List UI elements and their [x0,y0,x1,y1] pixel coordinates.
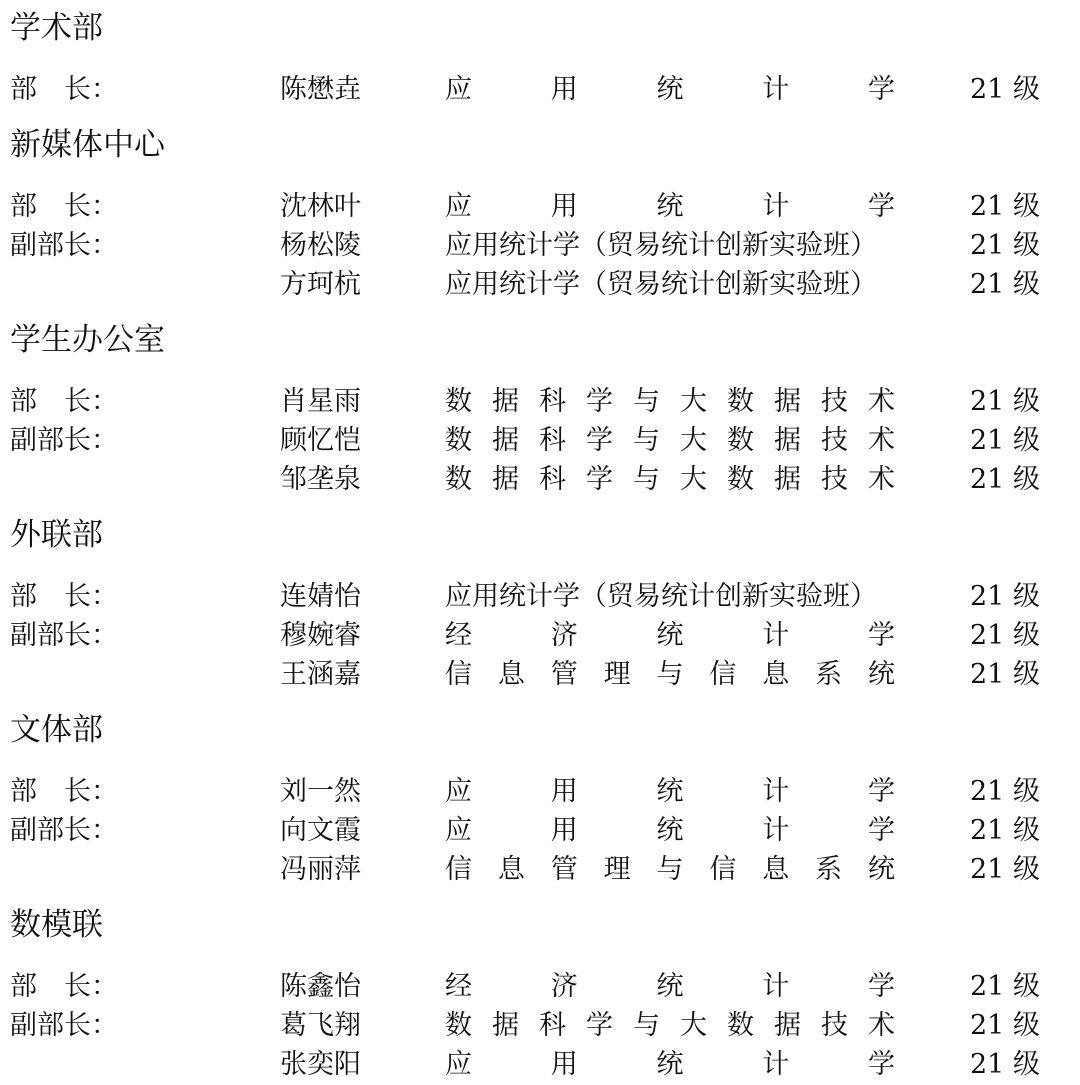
role-label: 副部长： [10,815,118,846]
grade-text: 21 级 [970,269,1040,300]
section-title: 新媒体中心 [10,127,165,163]
major-char: 数 [727,1010,754,1041]
major-char: 计 [762,776,790,807]
major-char: 经 [445,620,472,651]
major-char: 济 [550,620,578,651]
major-char: 据 [492,464,519,495]
major-char: 技 [821,464,848,495]
major-char: 信 [445,659,472,690]
grade-text: 21 级 [970,1049,1040,1080]
major-char: 学 [586,386,613,417]
major-char: 大 [680,425,707,456]
major-char: 技 [821,1010,848,1041]
major-char: 数 [445,464,472,495]
major-char: 应 [445,191,472,222]
major-char: 科 [539,425,566,456]
major-char: 据 [492,425,519,456]
major-char: 据 [492,1010,519,1041]
grade-text: 21 级 [970,230,1040,261]
grade-text: 21 级 [970,581,1040,612]
major-char: 息 [497,659,525,690]
major-char: 据 [774,464,801,495]
major-char: 学 [586,425,613,456]
role-label: 副部长： [10,230,118,261]
major-char: 与 [633,464,660,495]
member-name: 顾忆恺 [280,425,361,456]
major-char: 计 [762,1049,790,1080]
major-char: 与 [656,854,684,885]
major-char: 据 [774,386,801,417]
major-char: 用 [550,74,578,105]
major-char: 理 [603,659,631,690]
major-char: 理 [603,854,631,885]
major-text [445,190,895,224]
member-name: 穆婉睿 [280,620,361,651]
member-name: 陈懋垚 [280,74,361,105]
major-char: 学 [868,971,895,1002]
major-char: 与 [633,1010,660,1041]
major-char: 统 [868,854,895,885]
major-char: 数 [445,1010,472,1041]
major-char: 统 [656,971,684,1002]
grade-text: 21 级 [970,659,1040,690]
major-char: 信 [709,659,737,690]
major-char: 大 [680,386,707,417]
major-char: 管 [550,854,578,885]
major-char: 数 [727,464,754,495]
major-char: 系 [815,854,843,885]
section-title: 学术部 [10,10,103,46]
major-text [445,1009,895,1043]
member-name: 杨松陵 [280,230,361,261]
major-char: 系 [815,659,843,690]
section-title: 学生办公室 [10,322,165,358]
major-char: 数 [727,386,754,417]
grade-text: 21 级 [970,776,1040,807]
major-text [445,853,895,887]
major-text [445,619,895,653]
major-char: 管 [550,659,578,690]
member-name: 方珂杭 [280,269,361,300]
major-char: 科 [539,386,566,417]
grade-text: 21 级 [970,464,1040,495]
major-char: 学 [868,620,895,651]
major-char: 大 [680,464,707,495]
major-char: 据 [774,1010,801,1041]
grade-text: 21 级 [970,620,1040,651]
major-char: 与 [656,659,684,690]
member-name: 王涵嘉 [280,659,361,690]
major-char: 技 [821,425,848,456]
major-char: 息 [762,659,790,690]
role-label: 部 长： [10,971,118,1002]
member-name: 张奕阳 [280,1049,361,1080]
major-text: 应用统计学（贸易统计创新实验班） [445,230,877,261]
section-title: 外联部 [10,517,103,553]
major-char: 信 [709,854,737,885]
major-char: 技 [821,386,848,417]
member-name: 肖星雨 [280,386,361,417]
grade-text: 21 级 [970,971,1040,1002]
major-char: 息 [762,854,790,885]
major-char: 用 [550,1049,578,1080]
major-char: 与 [633,425,660,456]
major-char: 学 [868,776,895,807]
grade-text: 21 级 [970,854,1040,885]
grade-text: 21 级 [970,191,1040,222]
major-text [445,1048,895,1082]
major-char: 术 [868,386,895,417]
major-char: 经 [445,971,472,1002]
major-text: 应用统计学（贸易统计创新实验班） [445,269,877,300]
major-char: 应 [445,1049,472,1080]
role-label: 副部长： [10,425,118,456]
major-char: 统 [656,776,684,807]
major-char: 学 [868,74,895,105]
major-char: 计 [762,971,790,1002]
major-char: 统 [656,815,684,846]
role-label: 部 长： [10,74,118,105]
member-name: 连婧怡 [280,581,361,612]
major-char: 应 [445,74,472,105]
major-char: 术 [868,464,895,495]
major-char: 计 [762,191,790,222]
major-char: 术 [868,1010,895,1041]
major-text: 应用统计学（贸易统计创新实验班） [445,581,877,612]
major-char: 计 [762,74,790,105]
major-text [445,658,895,692]
major-char: 学 [586,464,613,495]
grade-text: 21 级 [970,425,1040,456]
major-char: 术 [868,425,895,456]
role-label: 副部长： [10,620,118,651]
member-name: 冯丽萍 [280,854,361,885]
grade-text: 21 级 [970,386,1040,417]
major-char: 学 [868,815,895,846]
grade-text: 21 级 [970,1010,1040,1041]
major-char: 据 [774,425,801,456]
grade-text: 21 级 [970,815,1040,846]
member-name: 沈林叶 [280,191,361,222]
major-char: 统 [656,191,684,222]
major-char: 数 [445,425,472,456]
section-title: 文体部 [10,712,103,748]
major-char: 学 [586,1010,613,1041]
major-text [445,814,895,848]
role-label: 部 长： [10,776,118,807]
major-text [445,385,895,419]
member-name: 陈鑫怡 [280,971,361,1002]
major-text [445,463,895,497]
major-char: 统 [656,1049,684,1080]
major-char: 科 [539,464,566,495]
major-char: 统 [868,659,895,690]
major-char: 济 [550,971,578,1002]
major-char: 用 [550,191,578,222]
role-label: 部 长： [10,581,118,612]
major-char: 信 [445,854,472,885]
major-char: 大 [680,1010,707,1041]
member-name: 向文霞 [280,815,361,846]
major-char: 息 [497,854,525,885]
grade-text: 21 级 [970,74,1040,105]
member-name: 刘一然 [280,776,361,807]
major-char: 用 [550,815,578,846]
major-char: 学 [868,191,895,222]
major-char: 计 [762,620,790,651]
major-text [445,775,895,809]
major-text [445,970,895,1004]
major-text [445,73,895,107]
major-char: 数 [727,425,754,456]
section-title: 数模联 [10,907,103,943]
member-name: 邹垄泉 [280,464,361,495]
major-char: 应 [445,815,472,846]
member-name: 葛飞翔 [280,1010,361,1041]
major-char: 学 [868,1049,895,1080]
major-char: 计 [762,815,790,846]
major-char: 与 [633,386,660,417]
role-label: 部 长： [10,191,118,222]
major-char: 科 [539,1010,566,1041]
major-char: 应 [445,776,472,807]
major-char: 统 [656,74,684,105]
role-label: 部 长： [10,386,118,417]
major-char: 统 [656,620,684,651]
major-char: 数 [445,386,472,417]
role-label: 副部长： [10,1010,118,1041]
major-char: 据 [492,386,519,417]
major-char: 用 [550,776,578,807]
major-text [445,424,895,458]
